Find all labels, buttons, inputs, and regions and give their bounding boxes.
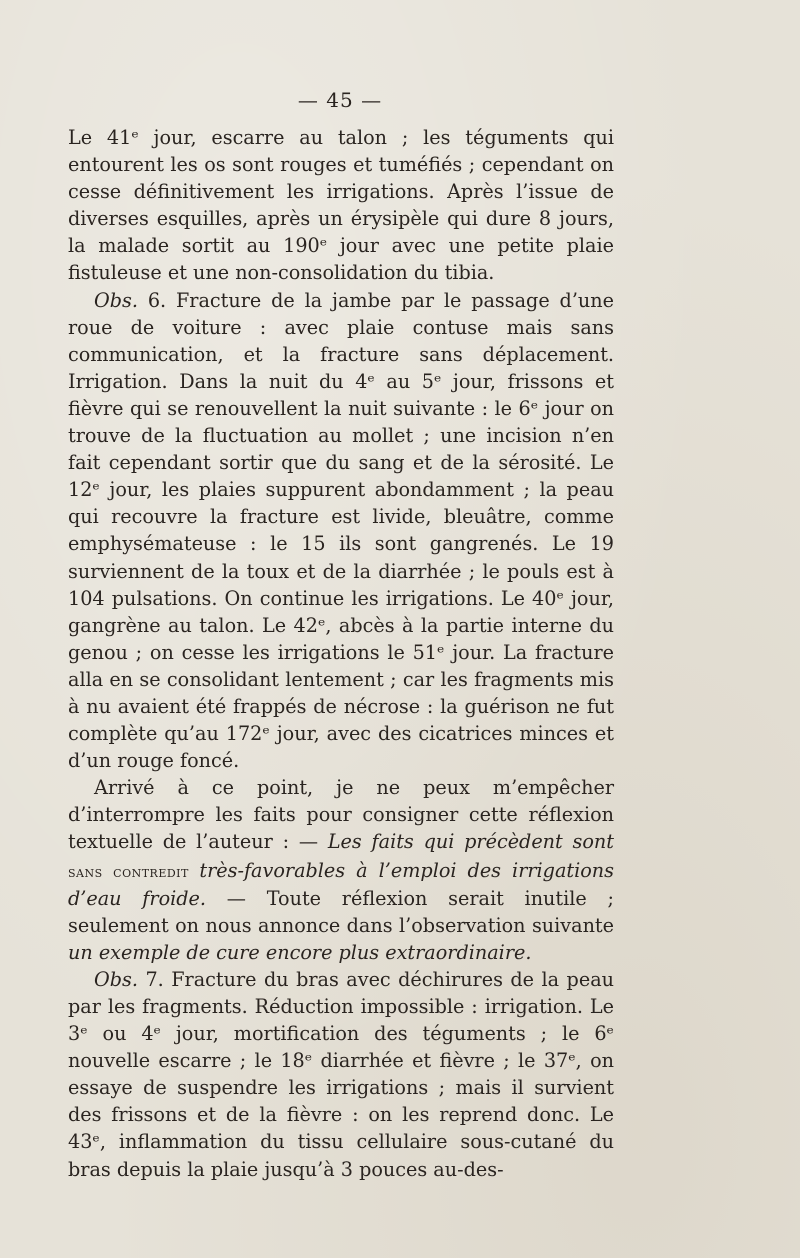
text-run: Arrivé à ce point, je ne peux m’empêcher d’interrompre les faits pour consigner cette réflexion textuelle de l’auteur : — [68, 776, 614, 854]
paragraph-obs-6 [68, 287, 614, 775]
italic-quote: un exemple de cure encore plus extraordinaire. [68, 940, 532, 964]
page-number: — 45 — [297, 88, 383, 112]
smallcaps-text: sans contredit [68, 861, 200, 881]
text-run: 7. Fracture du bras avec déchirures de la peau par les fragments. Réduction impossible : irrigation. Le 3ᵉ ou 4ᵉ jour, mortification des téguments ; le 6ᵉ nouvelle escarre ; le 18ᵉ diarrhée et fièvre ; le 37ᵉ, on essaye de suspendre les irrigations ; mais il survient des frissons et de la fièvre : on les reprend donc. Le 43ᵉ, inflammation du tissu cellulaire sous-cutané du bras depuis la plaie jusqu’à 3 pouces au-des- [68, 967, 614, 1181]
text-run: — Toute réflexion serait inutile ; seulement on nous annonce dans l’observation suivante [68, 886, 614, 937]
paragraph-p1 [68, 124, 614, 287]
obs-label: Obs. [94, 967, 138, 991]
body-text [68, 124, 614, 1183]
text-run: 6. Fracture de la jambe par le passage d’une roue de voiture : avec plaie contuse mais sans communication, et la fracture sans déplacement. Irrigation. Dans la nuit du 4ᵉ au 5ᵉ jour, frissons et fièvre qui se renouvellent la nuit suivante : le 6ᵉ jour on trouve de la fluctuation au mollet ; une incision n’en fait cependant sortir que du sang et de la sérosité. Le 12ᵉ jour, les plaies suppurent abondamment ; la peau qui recouvre la fracture est livide, bleuâtre, comme emphysémateuse : le 15 ils sont gangrenés. Le 19 surviennent de la toux et de la diarrhée ; le pouls est à 104 pulsations. On continue les irrigations. Le 40ᵉ jour, gangrène au talon. Le 42ᵉ, abcès à la partie interne du genou ; on cesse les irrigations le 51ᵉ jour. La fracture alla en se consolidant lentement ; car les fragments mis à nu avaient été frappés de nécrose : la guérison ne fut complète qu’au 172ᵉ jour, avec des cicatrices minces et d’un rouge foncé. [68, 288, 614, 773]
paragraph-reflexion [68, 774, 614, 966]
paragraph-obs-7 [68, 966, 614, 1183]
italic-quote: Les faits qui précèdent sont [327, 830, 615, 854]
text-run: Le 41ᵉ jour, escarre au talon ; les téguments qui entourent les os sont rouges et tuméfiés ; cependant on cesse définitivement les irrigations. Après l’issue de diverses esquilles, après un érysipèle qui dure 8 jours, la malade sortit au 190ᵉ jour avec une petite plaie fistuleuse et une non-consolidation du tibia. [68, 126, 614, 285]
italic-quote: très-favorables à l’emploi des irrigations d’eau froide. [68, 858, 614, 910]
obs-label: Obs. [94, 288, 138, 312]
